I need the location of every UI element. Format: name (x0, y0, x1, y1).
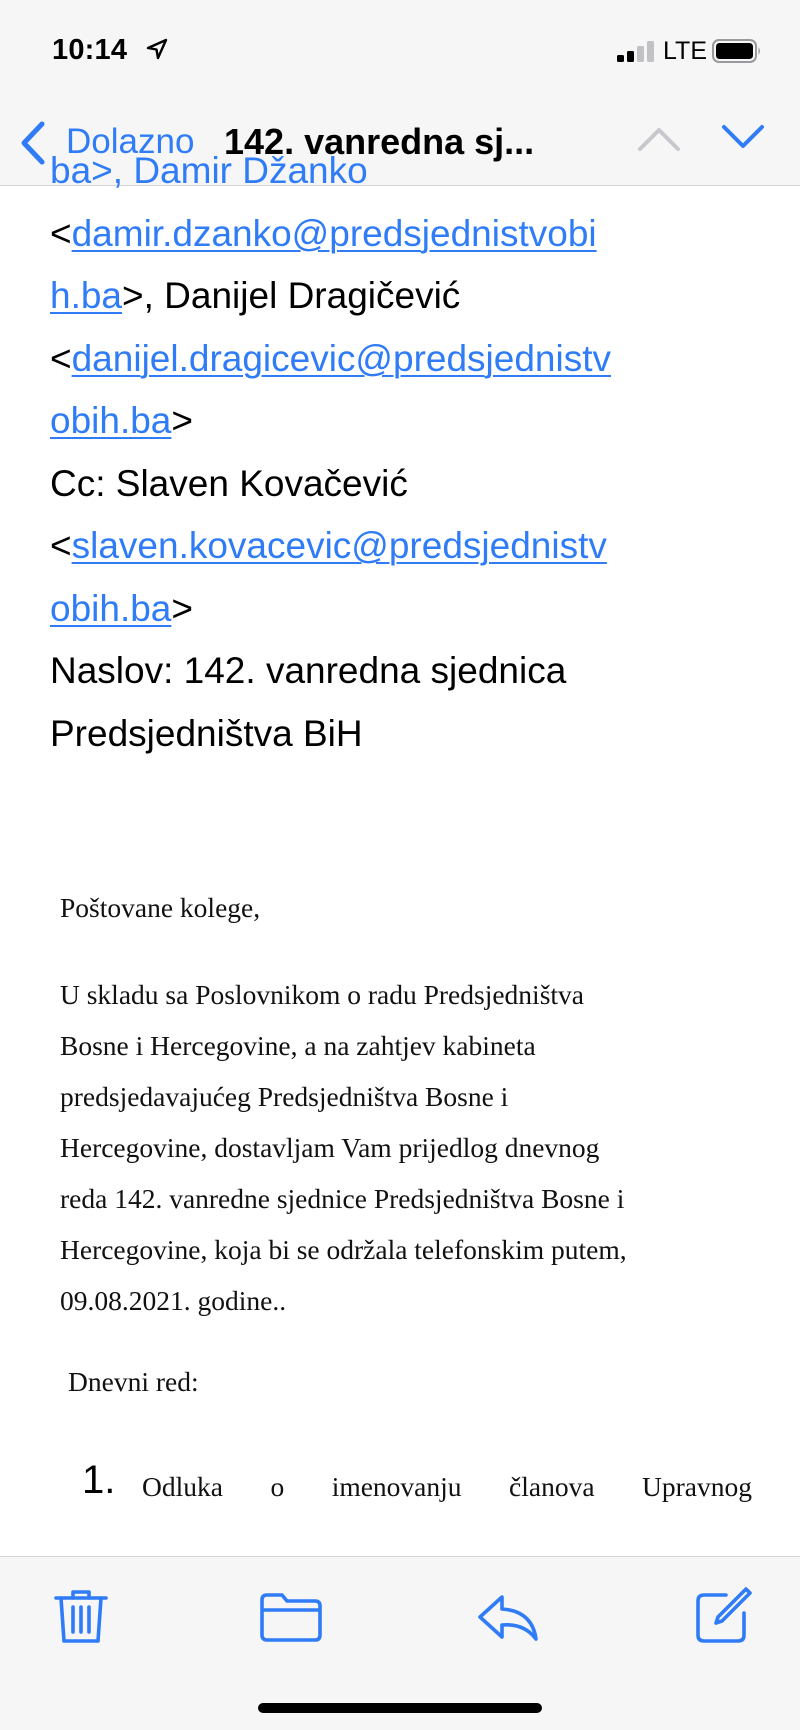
message-header (50, 140, 770, 765)
back-button-inbox[interactable]: Dolazno (66, 122, 195, 161)
paragraph-line: reda 142. vanredne sjednice Predsjedništva Bosne i (60, 1183, 625, 1214)
to-recipient-line: <danijel.dragicevic@predsjednistv (50, 337, 611, 379)
to-recipient-line: h.ba>, Danijel Dragičević (50, 275, 461, 316)
agenda-item-text (142, 1471, 752, 1503)
network-type-label: LTE (663, 37, 707, 65)
trash-icon[interactable] (50, 1585, 112, 1647)
greeting: Poštovane kolege, (60, 892, 261, 923)
status-time: 10:14 (52, 34, 128, 66)
chevron-left-icon[interactable] (18, 120, 48, 166)
paragraph-line: Bosne i Hercegovine, a na zahtjev kabineta (60, 1030, 536, 1061)
compose-icon[interactable] (692, 1585, 754, 1647)
status-bar (0, 0, 800, 100)
email-link-slaven-end[interactable]: obih.ba (50, 587, 172, 629)
email-link-slaven[interactable]: slaven.kovacevic@predsjednistv (71, 525, 607, 566)
paragraph-line: Hercegovine, dostavljam Vam prijedlog dnevnog (60, 1132, 600, 1163)
email-link-damir-end[interactable]: h.ba (50, 275, 123, 316)
header-cut-line: ba>, Damir Džanko (50, 150, 368, 191)
to-recipient-line: obih.ba> (50, 400, 193, 441)
paragraph-line: U skladu sa Poslovnikom o radu Predsjedništva (60, 979, 584, 1010)
agenda-word: o (270, 1471, 285, 1502)
agenda-label: Dnevni red: (68, 1366, 199, 1397)
email-link-danijel[interactable]: danijel.dragicevic@predsjednistv (71, 337, 611, 379)
email-link-danijel-end[interactable]: obih.ba (50, 400, 172, 441)
agenda-word: Upravnog (642, 1471, 752, 1502)
subject-line-continued: Predsjedništva BiH (50, 712, 363, 754)
cc-line: Cc: Slaven Kovačević (50, 462, 408, 504)
battery-icon (712, 39, 762, 63)
location-arrow-icon (146, 38, 168, 60)
paragraph-line: predsjedavajućeg Predsjedništva Bosne i (60, 1081, 509, 1112)
agenda-item (82, 1458, 752, 1524)
agenda-word: članova (509, 1471, 595, 1502)
paragraph-line: Hercegovine, koja bi se održala telefonskim putem, (60, 1234, 627, 1265)
subject-line: Naslov: 142. vanredna sjednica (50, 650, 567, 691)
agenda-word: Odluka (142, 1471, 223, 1502)
email-link-damir[interactable]: damir.dzanko@predsjednistvobi (71, 212, 597, 254)
cc-recipient-line: obih.ba> (50, 587, 193, 629)
cc-recipient-line: <slaven.kovacevic@predsjednistv (50, 525, 607, 566)
reply-icon[interactable] (474, 1585, 544, 1647)
message-body-scroll[interactable] (0, 150, 800, 1556)
message-title: 142. vanredna sj... (224, 121, 535, 162)
paragraph-line: 09.08.2021. godine.. (60, 1285, 287, 1316)
home-indicator (258, 1703, 542, 1713)
agenda-item-number: 1. (82, 1458, 116, 1502)
agenda-word: imenovanju (331, 1471, 462, 1502)
cellular-signal-icon (617, 40, 657, 62)
message-paragraph (60, 969, 760, 1326)
to-recipient-line: <damir.dzanko@predsjednistvobi (50, 212, 597, 254)
folder-icon[interactable] (258, 1585, 324, 1647)
